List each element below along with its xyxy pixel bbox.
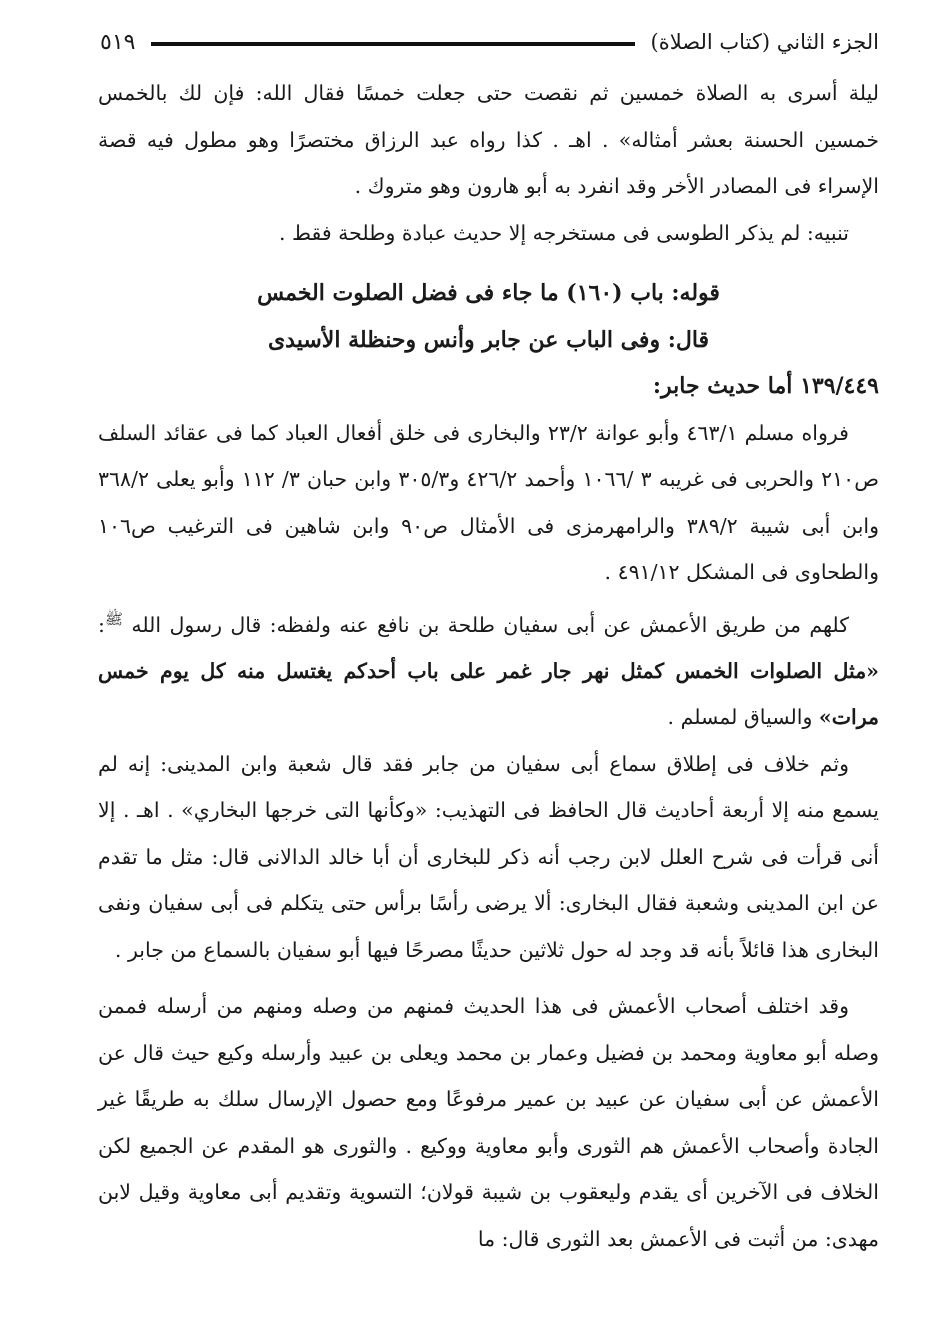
hadith-number-heading: ١٣٩/٤٤٩ أما حديث جابر: [652,373,879,399]
chapter-subheading: قال: وفى الباب عن جابر وأنس وحنظلة الأسيدى [267,326,710,353]
hadith-text-paragraph [98,596,879,741]
running-head-rule [151,42,634,46]
note-paragraph: تنبيه: لم يذكر الطوسى فى مستخرجه إلا حديث عبادة وطلحة فقط . [279,220,849,245]
discussion-paragraph: وثم خلاف فى إطلاق سماع أبى سفيان من جابر فقد قال شعبة وابن المدينى: إنه لم يسمع منه إلا أربعة أحاديث قال الحافظ فى التهذيب: «وكأنها التى خرجها البخاري» . اهـ . إلا أنى قرأت فى شرح العلل لابن رجب أنه ذكر للبخارى أن أبا خالد الدالانى قال: مثل ما تقدم عن ابن المدينى وشعبة فقال البخارى: ألا يرضى رأسًا برأس حتى يتكلم فى أبى سفيان ونفى البخارى هذا قائلاً بأنه قد وجد له حول ثلاثين حديثًا مصرحًا فيها أبو سفيان بالسماع من جابر . [98,751,879,962]
hadith-tail: والسياق لمسلم . [667,705,819,730]
running-head-title: الجزء الثاني (كتاب الصلاة) [650,30,879,54]
body-text [98,70,879,1262]
chapter-heading: قوله: باب (١٦٠) ما جاء فى فضل الصلوت الخمس [257,280,720,306]
hadith-colon: : [98,612,105,637]
spacer [98,256,879,270]
running-head [100,22,879,62]
page-number: ٥١٩ [100,29,136,55]
salutation-seal: ﷺ [104,609,124,628]
spacer [98,973,879,983]
hadith-matn: «مثل الصلوات الخمس كمثل نهر جار غمر على باب أحدكم يغتسل منه كل يوم خمس مرات» [98,658,879,730]
takhrij-paragraph: فرواه مسلم ٤٦٣/١ وأبو عوانة ٢٣/٢ والبخارى فى خلق أفعال العباد كما فى عقائد السلف ص٢١٠ والحربى فى غريبه ٣ /١٠٦٦ وأحمد ٤٢٦/٢ و٣٠٥/٣ وابن حبان ٣/ ١١٢ وأبو يعلى ٣٦٨/٢ وابن أبى شيبة ٣٨٩/٢ والرامهرمزى فى الأمثال ص٩٠ وابن شاهين فى الترغيب ص١٠٦ والطحاوى فى المشكل ٤٩١/١٢ . [98,420,880,584]
discussion-paragraph-2: وقد اختلف أصحاب الأعمش فى هذا الحديث فمنهم من وصله ومنهم من أرسله فممن وصله أبو معاوية ومحمد بن فضيل وعمار بن محمد ويعلى بن عبيد وأرسله وكيع حيث قال عن الأعمش عن أبى سفيان عن عبيد بن عمير مرفوعًا ومع حصول الإرسال سلك به طريقًا غير الجادة وأصحاب الأعمش هم الثورى وأبو معاوية ووكيع . والثورى هو المقدم عن الجميع لكن الخلاف فى الآخرين أى يقدم وليعقوب بن شيبة قولان؛ التسوية وتقديم أبى معاوية وقيل لابن مهدى: من أثبت فى الأعمش بعد الثورى قال: ما [98,994,879,1251]
hadith-intro: كلهم من طريق الأعمش عن أبى سفيان طلحة بن نافع عنه ولفظه: قال رسول الله [131,612,849,637]
paragraph-continuation: ليلة أسرى به الصلاة خمسين ثم نقصت حتى جعلت خمسًا فقال الله: فإن لك بالخمس خمسين الحسنة بعشر أمثاله» . اهـ . كذا رواه عبد الرزاق مختصرًا وهو مطول فيه قصة الإسراء فى المصادر الأخر وقد انفرد به أبو هارون وهو متروك . [98,81,879,198]
